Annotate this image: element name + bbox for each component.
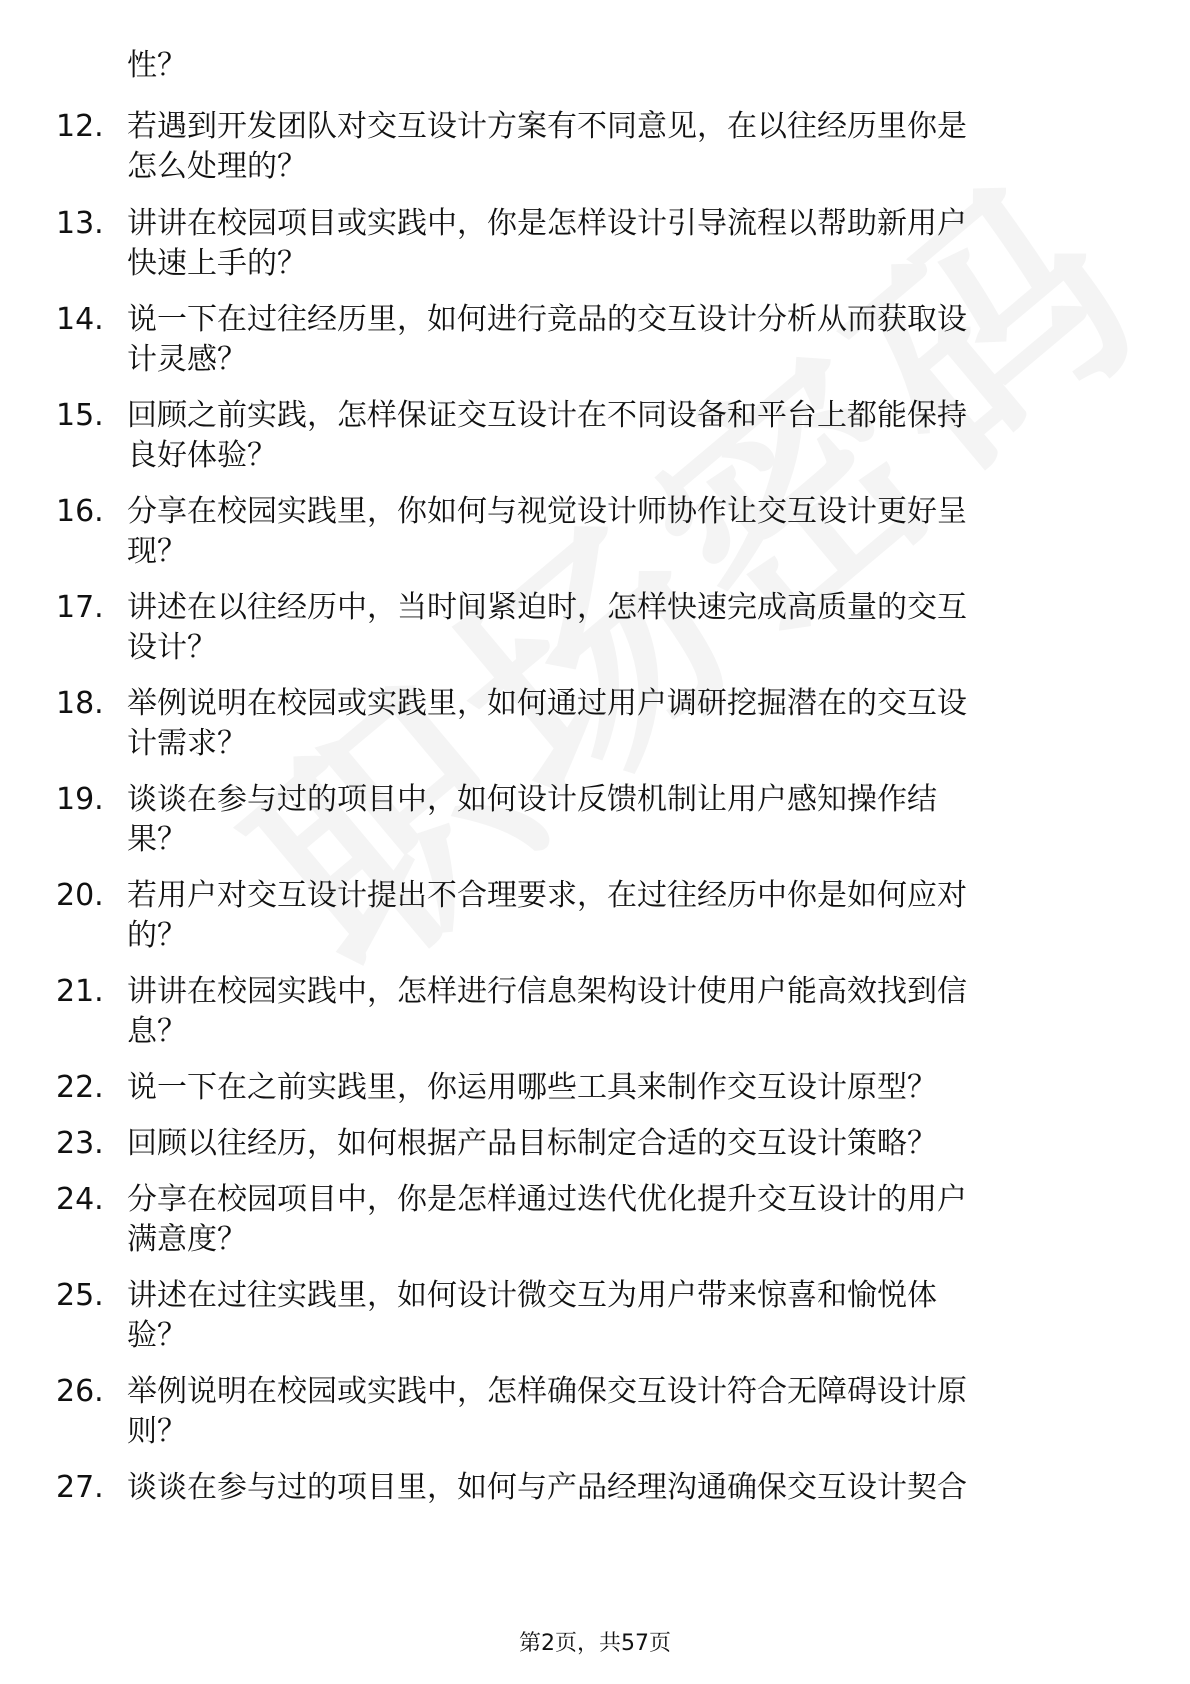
question-text-line: 讲讲在校园实践中，怎样进行信息架构设计使用户能高效找到信 [127,974,967,1009]
question-text-line: 讲讲在校园项目或实践中，你是怎样设计引导流程以帮助新用户 [127,206,967,241]
question-text-line: 息？ [127,1014,187,1049]
question-text-line: 满意度？ [127,1222,247,1257]
question-text-line: 设计？ [127,630,217,665]
question-number: 14. [56,302,104,337]
question-text-line: 举例说明在校园或实践中，怎样确保交互设计符合无障碍设计原 [127,1374,967,1409]
question-number: 13. [56,206,104,241]
question-number: 26. [56,1374,104,1409]
continuation-text: 性？ [127,48,187,83]
question-text-line: 讲述在以往经历中，当时间紧迫时，怎样快速完成高质量的交互 [127,590,967,625]
question-text-line: 回顾以往经历，如何根据产品目标制定合适的交互设计策略？ [127,1126,937,1161]
question-text-line: 计灵感？ [127,342,247,377]
question-number: 19. [56,782,104,817]
question-number: 23. [56,1126,104,1161]
question-text-line: 说一下在之前实践里，你运用哪些工具来制作交互设计原型？ [127,1070,937,1105]
question-text-line: 良好体验？ [127,438,277,473]
question-number: 15. [56,398,104,433]
question-text-line: 谈谈在参与过的项目中，如何设计反馈机制让用户感知操作结 [127,782,937,817]
question-text-line: 则？ [127,1414,187,1449]
question-text-line: 若用户对交互设计提出不合理要求，在过往经历中你是如何应对 [127,878,967,913]
question-text-line: 讲述在过往实践里，如何设计微交互为用户带来惊喜和愉悦体 [127,1278,937,1313]
question-text-line: 分享在校园实践里，你如何与视觉设计师协作让交互设计更好呈 [127,494,967,529]
question-text-line: 计需求？ [127,726,247,761]
question-number: 16. [56,494,104,529]
question-number: 21. [56,974,104,1009]
question-text-line: 验？ [127,1318,187,1353]
question-text-line: 若遇到开发团队对交互设计方案有不同意见，在以往经历里你是 [127,109,967,144]
question-number: 25. [56,1278,104,1313]
page-footer: 第2页，共57页 [519,1631,671,1656]
question-text-line: 说一下在过往经历里，如何进行竞品的交互设计分析从而获取设 [127,302,967,337]
question-text-line: 现？ [127,534,187,569]
question-text-line: 回顾之前实践，怎样保证交互设计在不同设备和平台上都能保持 [127,398,967,433]
question-text-line: 谈谈在参与过的项目里，如何与产品经理沟通确保交互设计契合 [127,1470,967,1505]
question-number: 27. [56,1470,104,1505]
question-text-line: 举例说明在校园或实践里，如何通过用户调研挖掘潜在的交互设 [127,686,967,721]
question-number: 17. [56,590,104,625]
question-number: 24. [56,1182,104,1217]
question-text-line: 怎么处理的？ [127,149,307,184]
question-text-line: 快速上手的？ [127,246,307,281]
question-number: 12. [56,109,104,144]
question-number: 22. [56,1070,104,1105]
question-text-line: 分享在校园项目中，你是怎样通过迭代优化提升交互设计的用户 [127,1182,967,1217]
question-number: 18. [56,686,104,721]
question-number: 20. [56,878,104,913]
question-text-line: 的？ [127,918,187,953]
question-text-line: 果？ [127,822,187,857]
